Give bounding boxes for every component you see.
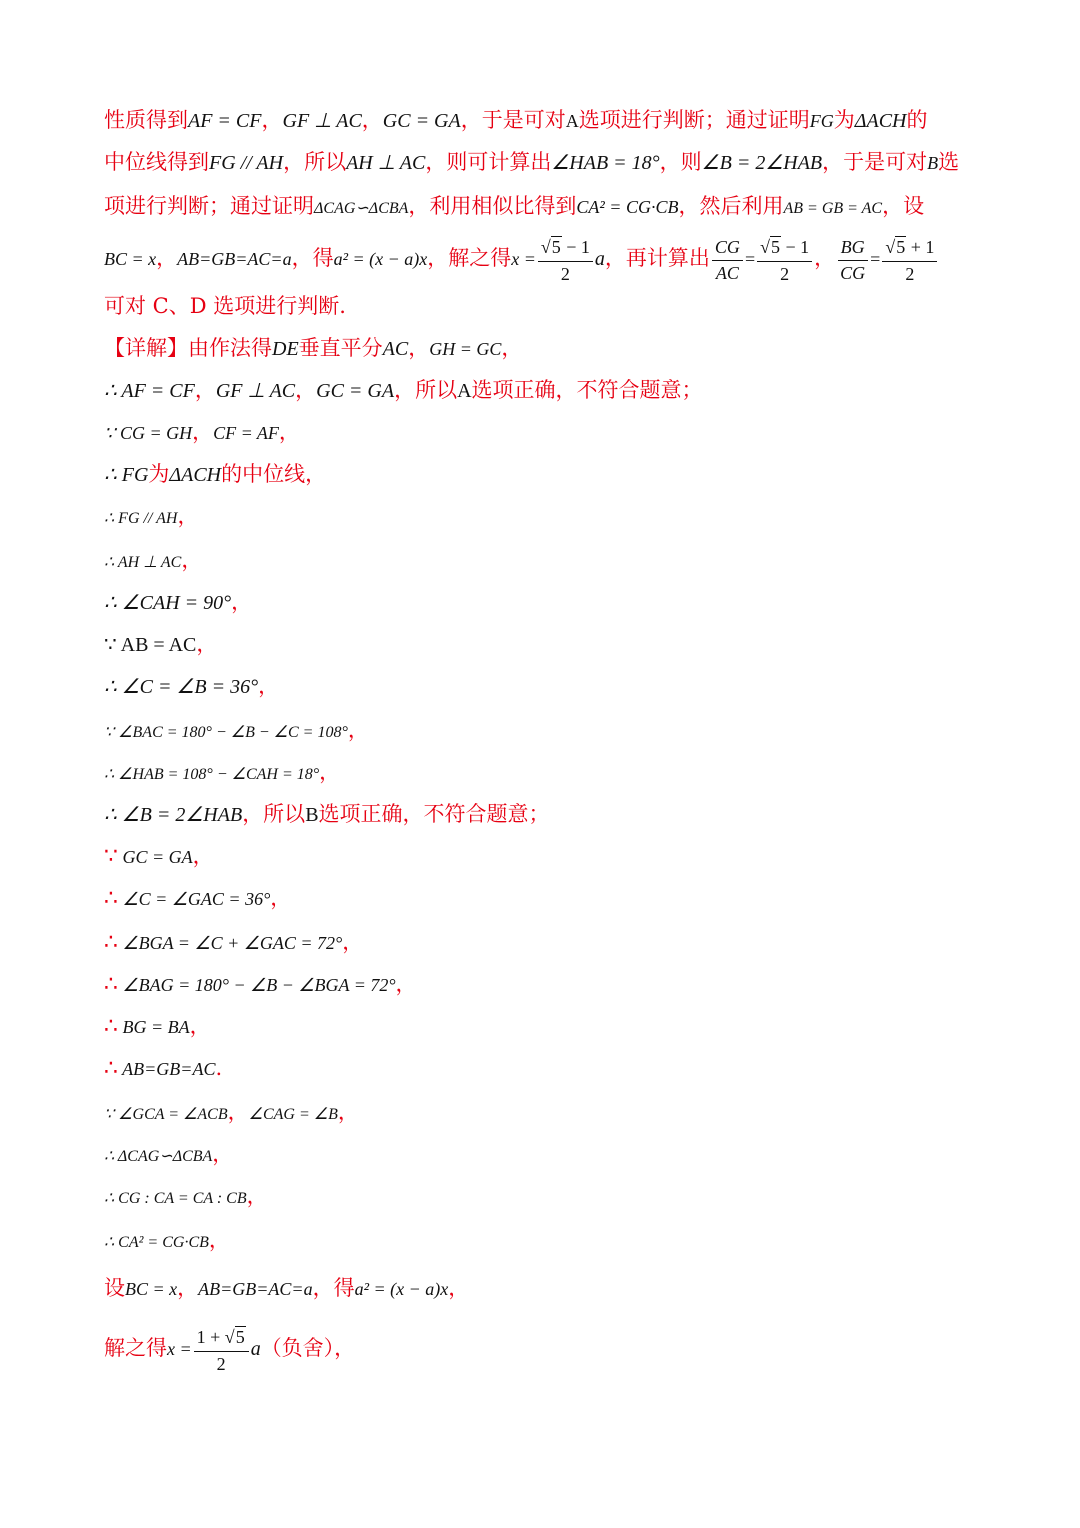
text-segment: AF = CF (188, 110, 262, 132)
text-segment: ， (448, 1276, 470, 1300)
formula-calc: ，再计算出 (604, 246, 710, 271)
text-segment: ， (342, 930, 364, 954)
text-segment: ，则 (659, 150, 702, 174)
text-segment: AB = GB = AC (783, 200, 883, 217)
text-segment: ∵ ∠GCA = ∠ACB (104, 1106, 228, 1123)
text-segment: ∵ CG = GH (104, 423, 193, 443)
text-segment: ，然后利用 (678, 194, 784, 218)
fraction-num-rest: − 1 (566, 237, 590, 257)
fraction-sqrt5-minus1: √ 5 − 1 2 (538, 236, 593, 285)
formula-line (104, 236, 980, 285)
text-segment: ， (258, 674, 280, 698)
text-segment: ， (347, 718, 369, 742)
text-line (104, 1100, 980, 1125)
text-segment: BC = x (125, 1279, 178, 1299)
text-segment: ， (319, 760, 341, 784)
text-segment: ∴ ∠C = ∠B = 36° (104, 676, 259, 698)
text-line (104, 632, 980, 657)
text-segment: ∴ ∠B = 2∠HAB (104, 804, 243, 826)
text-segment: ∴ (104, 1056, 118, 1081)
text-segment: ， (208, 1228, 230, 1252)
fraction-1-plus-sqrt5: 1 + √ 5 2 (194, 1326, 249, 1375)
formula-a-eq: a² = (x − a)x (333, 249, 428, 270)
text-segment: ， (261, 108, 283, 132)
text-segment: ， (227, 1100, 249, 1124)
fraction-sqrt5-plus1: √ 5 + 1 2 (882, 236, 937, 285)
text-segment: ∴ (104, 930, 118, 955)
text-line (104, 844, 980, 870)
text-segment: A (565, 111, 579, 131)
text-segment: ， (361, 108, 383, 132)
text-segment: ∴ CA² = CG·CB (104, 1234, 209, 1251)
fraction-bg-cg (837, 237, 868, 285)
text-segment: ∠HAB = 18° (551, 152, 660, 174)
formula-a: a (594, 248, 605, 271)
fraction-den: 2 (216, 1353, 226, 1374)
text-line (104, 504, 980, 529)
text-line (104, 930, 980, 956)
text-segment: ∴ ΔCAG∽ΔCBA (104, 1148, 213, 1165)
text-line (104, 802, 980, 827)
fraction-cg-ac (712, 237, 743, 285)
text-line (104, 462, 980, 487)
formula-x-eq: x = (511, 249, 536, 270)
text-segment: 垂直平分 (298, 336, 383, 360)
text-segment: ∴ AH ⊥ AC (104, 554, 182, 571)
text-segment: B (927, 153, 939, 173)
text-segment: ， (192, 844, 214, 868)
text-segment: 为 (833, 108, 855, 132)
text-segment: ， (212, 1142, 234, 1166)
text-segment: ， (189, 1014, 211, 1038)
text-segment: ， (295, 378, 317, 402)
equals-sign: = (870, 249, 881, 270)
text-segment: GF ⊥ AC (282, 110, 362, 132)
fraction-den: AC (715, 263, 739, 284)
text-segment: ，于是可对 (822, 150, 928, 174)
text-segment: ，则可计算出 (425, 150, 552, 174)
formula-solve: ，解之得 (427, 246, 512, 271)
final-solution-line (104, 1326, 980, 1375)
text-line (104, 378, 980, 403)
text-segment: GF ⊥ AC (215, 380, 296, 402)
text-segment: 项进行判断；通过证明 (104, 194, 314, 218)
text-segment: AH ⊥ AC (346, 152, 426, 174)
text-segment: AC (382, 338, 409, 360)
text-segment: ，所以 (394, 378, 458, 402)
sqrt-radicand: 5 (551, 237, 561, 257)
text-line (104, 972, 980, 998)
text-segment: BG = BA (118, 1017, 190, 1037)
text-segment: 的中位线， (221, 462, 327, 486)
text-segment: ， (278, 420, 300, 444)
text-line (104, 194, 980, 219)
text-segment: ∴ (104, 886, 118, 911)
text-segment: CA² = CG·CB (576, 197, 679, 217)
text-segment: ∴ (104, 972, 118, 997)
text-segment: A (457, 380, 472, 402)
text-line (104, 1014, 980, 1040)
fraction-den: 2 (905, 263, 915, 284)
text-segment: 选项进行判断；通过证明 (578, 108, 810, 132)
fraction-num-rest: − 1 (785, 237, 810, 257)
fraction-sqrt5-minus1-b: √ 5 − 1 2 (757, 236, 812, 285)
text-line (104, 1142, 980, 1167)
sqrt-radicand: 5 (770, 237, 780, 257)
text-segment: GC = GA (118, 847, 193, 867)
sqrt-radicand: 5 (235, 1327, 245, 1347)
fraction-den: CG (840, 263, 866, 284)
text-segment: ， (337, 1100, 359, 1124)
formula-ab: AB=GB=AC=a (177, 249, 292, 270)
text-segment: ， (194, 378, 216, 402)
text-line (104, 336, 980, 361)
text-segment: ， (408, 336, 430, 360)
text-segment: ∴ ∠CAH = 90° (104, 592, 232, 614)
text-segment: ∠CAG = ∠B (248, 1106, 338, 1123)
text-segment: 中位线得到 (104, 150, 209, 174)
text-segment: 选项正确，不符合题意； (471, 378, 703, 402)
text-segment: ， (501, 336, 523, 360)
text-line (104, 108, 980, 133)
fraction-num: CG (712, 237, 743, 262)
text-segment: GC = GA (316, 380, 395, 402)
fraction-num: BG (838, 237, 868, 262)
text-segment: 的 (906, 108, 928, 132)
text-segment: GH = GC (429, 339, 502, 359)
text-segment: ∴ (104, 1014, 118, 1039)
text-segment: ∴ FG (104, 464, 149, 486)
formula-bc: BC = x (104, 249, 157, 270)
text-segment: 选 (938, 150, 960, 174)
text-segment: a² = (x − a)x (354, 1279, 449, 1299)
formula-comma: ， (156, 246, 178, 271)
text-segment: 【详解】由作法得 (104, 336, 272, 360)
text-segment: ，设 (882, 194, 925, 218)
text-segment: 可对 C、D 选项进行判断. (104, 294, 346, 318)
text-line (104, 1184, 980, 1209)
final-a: a (250, 1338, 261, 1361)
text-segment: ∠BAG = 180° − ∠B − ∠BGA = 72° (118, 975, 396, 995)
text-segment: ， (181, 548, 203, 572)
text-segment: ∵ AB = AC (104, 634, 197, 656)
text-segment: ， (231, 590, 253, 614)
text-segment: ∵ ∠BAC = 180° − ∠B − ∠C = 108° (104, 724, 348, 741)
text-line (104, 548, 980, 573)
text-segment: ∠BGA = ∠C + ∠GAC = 72° (118, 933, 343, 953)
text-segment: ， (177, 1276, 199, 1300)
formula-de: ，得 (291, 246, 334, 271)
text-segment: 设 (104, 1276, 125, 1300)
text-segment: ∴ CG : CA = CA : CB (104, 1190, 247, 1207)
text-line (104, 886, 980, 912)
text-segment: AB=GB=AC=a (198, 1279, 313, 1299)
text-segment: FG (809, 111, 834, 131)
text-segment: CF = AF (213, 423, 279, 443)
final-note: （负舍）， (260, 1336, 356, 1361)
text-line (104, 420, 980, 445)
text-segment: 为 (148, 462, 170, 486)
text-line (104, 674, 980, 699)
text-segment: DE (272, 338, 299, 360)
text-segment: ∴ FG // AH (104, 510, 178, 527)
text-segment: ∠C = ∠GAC = 36° (118, 889, 271, 909)
text-segment: ∴ AF = CF (104, 380, 195, 402)
text-line (104, 1228, 980, 1253)
text-segment: GC = GA (382, 110, 461, 132)
text-segment: ，于是可对 (460, 108, 566, 132)
final-x-eq: x = (167, 1339, 192, 1360)
text-segment: FG // AH (209, 152, 284, 174)
text-segment: ， (192, 420, 214, 444)
text-segment: ， (196, 632, 218, 656)
text-segment: 性质得到 (104, 108, 188, 132)
text-segment: . (215, 1056, 223, 1080)
fraction-den: 2 (780, 263, 790, 284)
text-segment: ，所以 (283, 150, 347, 174)
text-segment: ∵ (104, 844, 118, 869)
text-line (104, 150, 980, 175)
text-line (104, 1056, 980, 1082)
equals-sign: = (744, 249, 756, 270)
text-segment: ∠B = 2∠HAB (701, 152, 823, 174)
text-segment: B (305, 804, 319, 826)
text-segment: ，利用相似比得到 (408, 194, 577, 218)
text-line (104, 1276, 980, 1301)
fraction-num-rest: + 1 (910, 237, 935, 257)
text-line (104, 718, 980, 743)
text-segment: ∴ ∠HAB = 108° − ∠CAH = 18° (104, 766, 320, 783)
text-segment: ，得 (312, 1276, 355, 1300)
text-segment: 选项正确，不符合题意； (318, 802, 550, 826)
fraction-den: 2 (560, 263, 570, 284)
text-segment: ΔACH (854, 110, 907, 132)
text-segment: ， (395, 972, 417, 996)
text-segment: ，所以 (242, 802, 306, 826)
fraction-num-pre: 1 + (196, 1327, 221, 1347)
text-segment: ， (177, 504, 199, 528)
text-line (104, 294, 980, 319)
formula-comma: ， (814, 246, 836, 271)
text-segment: ， (270, 886, 292, 910)
sqrt-radicand: 5 (896, 237, 906, 257)
text-segment: AB=GB=AC (118, 1059, 216, 1079)
text-segment: ΔACH (169, 464, 222, 486)
text-line (104, 590, 980, 615)
text-segment: ΔCAG∽ΔCBA (314, 200, 409, 217)
text-segment: ， (246, 1184, 268, 1208)
final-solve-label: 解之得 (104, 1336, 167, 1361)
text-line (104, 760, 980, 785)
